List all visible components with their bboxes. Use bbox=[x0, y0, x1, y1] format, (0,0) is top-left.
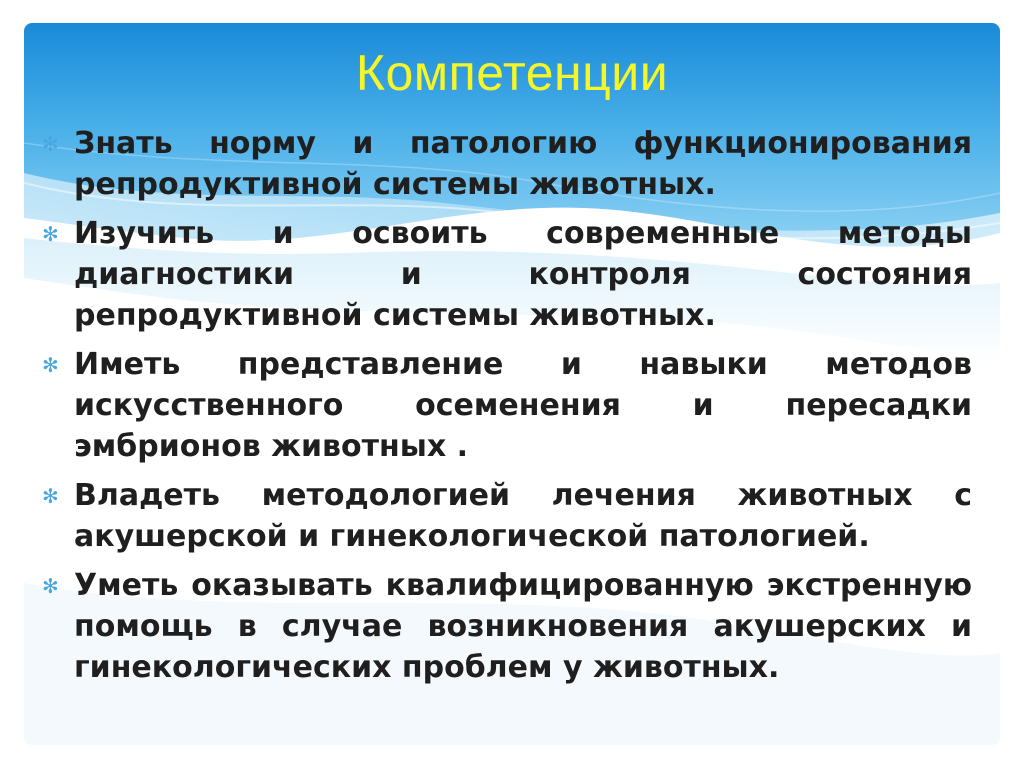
list-item bbox=[42, 475, 972, 557]
slide bbox=[24, 23, 1000, 745]
asterisk-bullet-icon: ✻ bbox=[42, 353, 59, 377]
list-item bbox=[42, 565, 972, 688]
bullet-text: Изучить и освоить современные методы диагностики и контроля состояния репродуктивной системы животных. bbox=[74, 216, 972, 333]
slide-title: Компетенции bbox=[355, 45, 669, 101]
list-item bbox=[42, 344, 972, 467]
bullet-text: Уметь оказывать квалифицированную экстренную помощь в случае возникновения акушерских и гинекологических проблем у животных. bbox=[74, 568, 972, 685]
bullet-text: Иметь представление и навыки методов искусственного осеменения и пересадки эмбрионов животных . bbox=[74, 347, 972, 464]
list-item bbox=[42, 123, 972, 205]
bullet-list bbox=[42, 123, 972, 696]
asterisk-bullet-icon: ✻ bbox=[42, 222, 59, 246]
asterisk-bullet-icon: ✻ bbox=[42, 574, 59, 598]
bullet-text: Знать норму и патологию функционирования репродуктивной системы животных. bbox=[74, 126, 972, 202]
list-item bbox=[42, 213, 972, 336]
bullet-text: Владеть методологией лечения животных с акушерской и гинекологической патологией. bbox=[74, 478, 972, 554]
asterisk-bullet-icon: ✻ bbox=[42, 132, 59, 156]
asterisk-bullet-icon: ✻ bbox=[42, 484, 59, 508]
